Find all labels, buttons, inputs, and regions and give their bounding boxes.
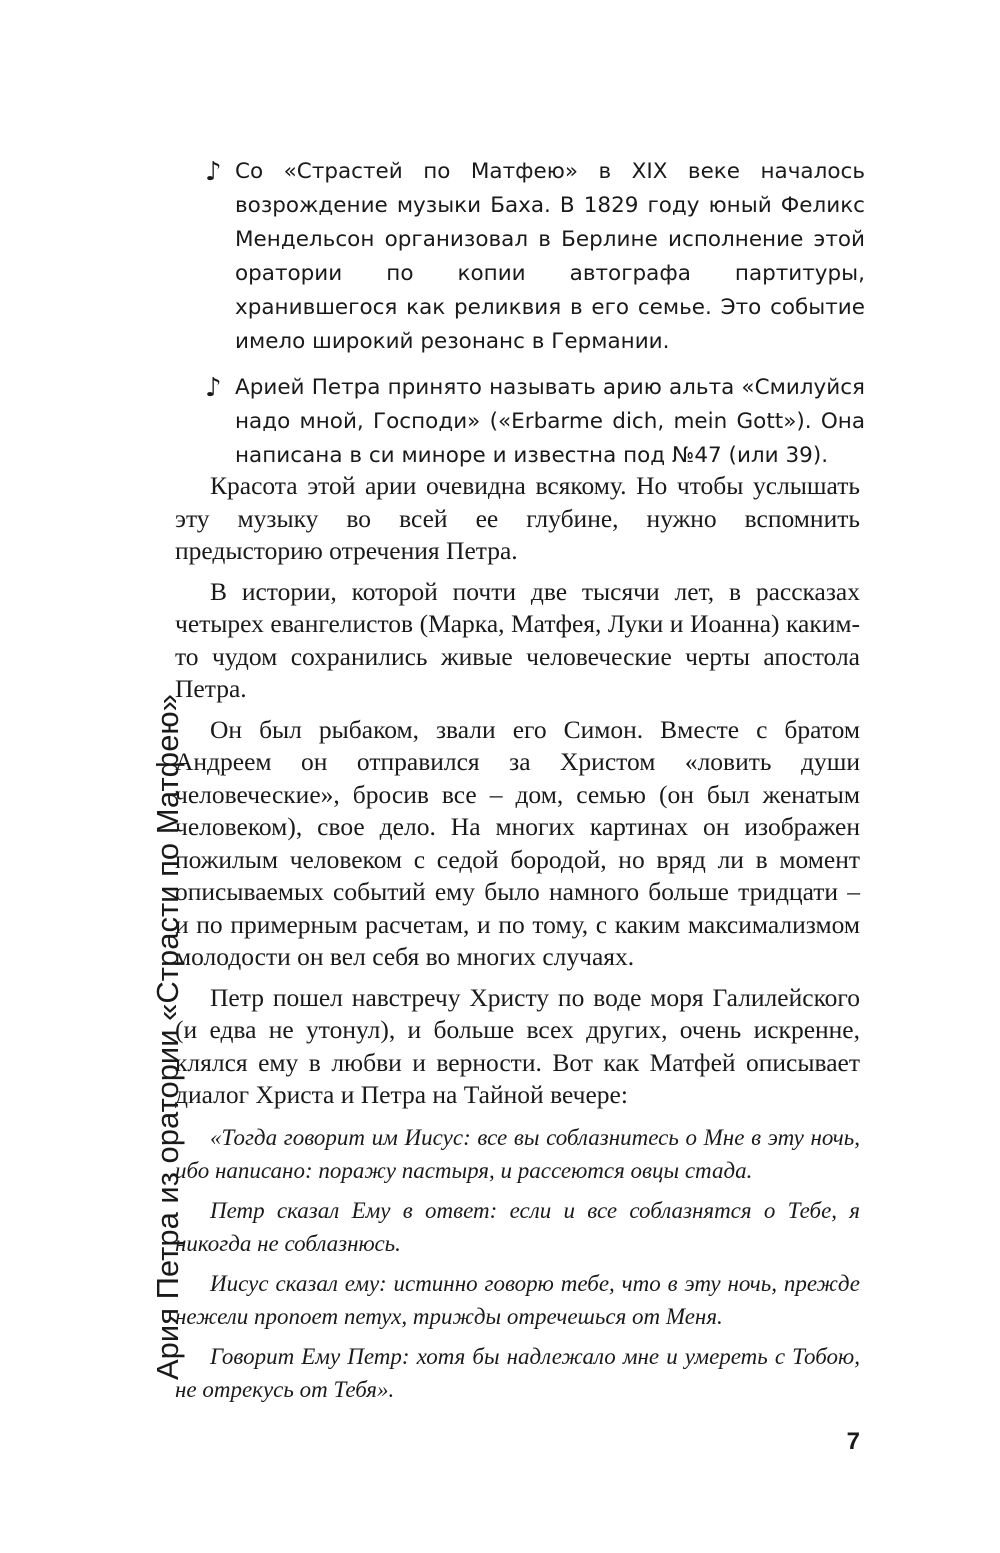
notes-block — [205, 155, 865, 485]
music-note-icon: ♪ — [205, 373, 222, 403]
paragraph: В истории, которой почти две тысячи лет, в рассказах четырех евангелистов (Марка, Матфея, Луки и Иоанна) каким-то чудом сохранились живые человеческие черты апостола Петра. — [175, 576, 860, 703]
quote-line: «Тогда говорит им Иисус: все вы соблазнитесь о Мне в эту ночь, ибо написано: поражу пастыря, и рассеются овцы стада. — [175, 1125, 860, 1183]
running-head: Ария Петра из оратории «Страсти по Матфею» — [150, 694, 185, 1380]
music-note-icon: ♪ — [205, 157, 222, 187]
paragraph: Красота этой арии очевидна всякому. Но чтобы услышать эту музыку во всей ее глубине, нужно вспомнить предысторию отречения Петра. — [175, 471, 860, 565]
quote-line: Говорит Ему Петр: хотя бы надлежало мне и умереть с Тобою, не отрекусь от Тебя». — [175, 1344, 860, 1402]
note-item — [205, 371, 865, 473]
paragraph: Он был рыбаком, звали его Симон. Вместе с братом Андреем он отправился за Христом «ловить души человеческие», бросив все – дом, семью (он был женатым человеком), свое дело. На многих картинах он изображен пожилым человеком с седой бородой, но вряд ли в момент описываемых событий ему было намного больше тридцати – и по примерным расчетам, и по тому, с каким максимализмом молодости он вел себя во многих случаях. — [175, 714, 860, 971]
quote-line: Иисус сказал ему: истинно говорю тебе, что в эту ночь, прежде нежели пропоет петух, трижды отречешься от Меня. — [175, 1271, 860, 1329]
paragraph: Петр пошел навстречу Христу по воде моря Галилейского (и едва не утонул), и больше всех других, очень искренне, клялся ему в любви и верности. Вот как Матфей описывает диалог Христа и Петра на Тайной вечере: — [175, 982, 860, 1109]
page-number: 7 — [846, 1428, 860, 1455]
note-text: Со «Страстей по Матфею» в XIX веке началось возрождение музыки Баха. В 1829 году юный Феликс Мендельсон организовал в Берлине исполнение этой оратории по копии автографа партитуры, хранившегося как реликвия в его семье. Это событие имело широкий резонанс в Германии. — [235, 159, 865, 354]
note-item — [205, 155, 865, 359]
quote-line: Петр сказал Ему в ответ: если и все соблазнятся о Тебе, я никогда не соблазнюсь. — [175, 1198, 860, 1256]
gospel-quote — [175, 1122, 860, 1414]
note-text: Арией Петра принято называть арию альта «Смилуйся надо мной, Господи» («Erbarme dich, mein Gott»). Она написана в си миноре и известна под №47 (или 39). — [235, 375, 865, 468]
body-text — [175, 470, 860, 1120]
